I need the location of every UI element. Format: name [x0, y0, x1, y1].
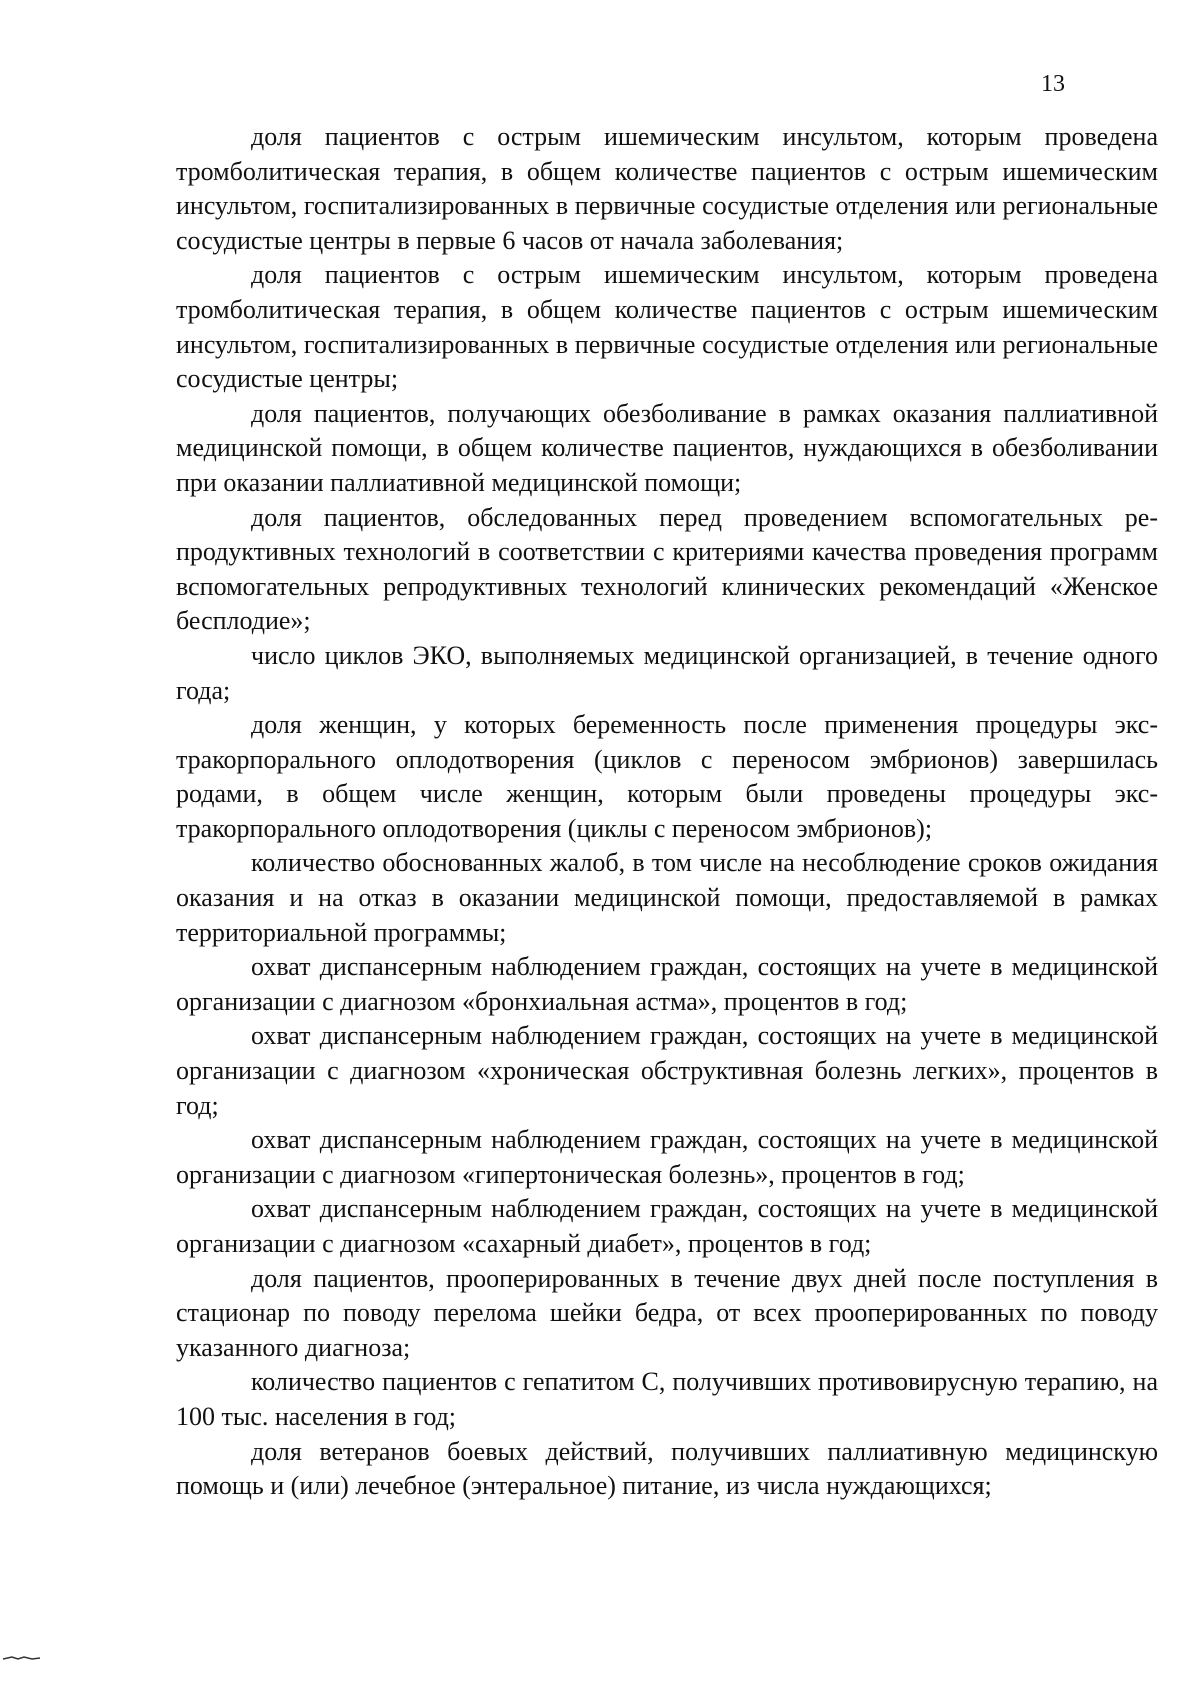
- paragraph-9: охват диспансерным наблюдением граждан, состоящих на учете в медицинской организации с диагнозом «хроническая обструктивная болезнь легких», процентов в год;: [176, 1021, 1158, 1120]
- paragraph-8: охват диспансерным наблюдением граждан, состоящих на учете в медицинской организации с диагнозом «бронхиальная астма», процентов в год;: [176, 952, 1158, 1016]
- paragraph-3: доля пациентов, получающих обезболивание в рамках оказания паллиативной медицинской помощи, в общем количестве пациентов, нуждающихся в обезболивании при оказании паллиативной медицинской помощи;: [176, 398, 1158, 497]
- paragraph-5: число циклов ЭКО, выполняемых медицинской организацией, в течение одного года;: [176, 640, 1158, 705]
- paragraph-13: количество пациентов с гепатитом С, получивших противовирусную терапию, на 100 тыс. населения в год;: [176, 1367, 1158, 1431]
- paragraph-14: доля ветеранов боевых действий, получивших паллиативную медицинскую помощь и (или) лечебное (энтеральное) питание, из числа нуждающихся;: [176, 1436, 1158, 1501]
- page-number: 13: [1041, 71, 1065, 97]
- paragraph-1: доля пациентов с острым ишемическим инсультом, которым проведена тромболитическая терапия, в общем количестве пациентов с острым ишемическим инсультом, госпитализированных в первичные сосудистые отделения или региональные сосудистые центры в первые 6 часов от начала заболевания;: [176, 122, 1158, 255]
- paragraph-11: охват диспансерным наблюдением граждан, состоящих на учете в медицинской организации с диагнозом «сахарный диабет», процентов в год;: [176, 1194, 1158, 1258]
- paragraph-2: доля пациентов с острым ишемическим инсультом, которым проведена тромболитическая терапия, в общем количестве пациентов с острым ишемическим инсультом, госпитализированных в первичные сосудистые отделения или региональные сосудистые центры;: [176, 260, 1158, 394]
- scan-artifact-mark: [2, 1655, 42, 1661]
- document-body: [176, 120, 1158, 1504]
- paragraph-10: охват диспансерным наблюдением граждан, состоящих на учете в медицинской организации с диагнозом «гипертоническая болезнь», процентов в год;: [176, 1125, 1158, 1189]
- paragraph-12: доля пациентов, прооперированных в течение двух дней после поступления в стационар по поводу перелома шейки бедра, от всех прооперированных по поводу указанного диагноза;: [176, 1263, 1158, 1362]
- paragraph-7: количество обоснованных жалоб, в том числе на несоблюдение сроков ожидания оказания и на отказ в оказании медицинской помощи, предоставляемой в рамках территориальной программы;: [176, 848, 1158, 947]
- paragraph-6: доля женщин, у которых беременность после применения процедуры экстракорпорального оплодотворения (циклов с переносом эмбрионов) завершилась родами, в общем числе женщин, которым были проведены процедуры экстракорпорального оплодотворения (циклы с переносом эмбрионов);: [176, 710, 1158, 843]
- paragraph-4: доля пациентов, обследованных перед проведением вспомогательных репродуктивных технологий в соответствии с критериями качества проведения программ вспомогательных репродуктивных технологий клинических рекомендаций «Женское бесплодие»;: [176, 502, 1158, 636]
